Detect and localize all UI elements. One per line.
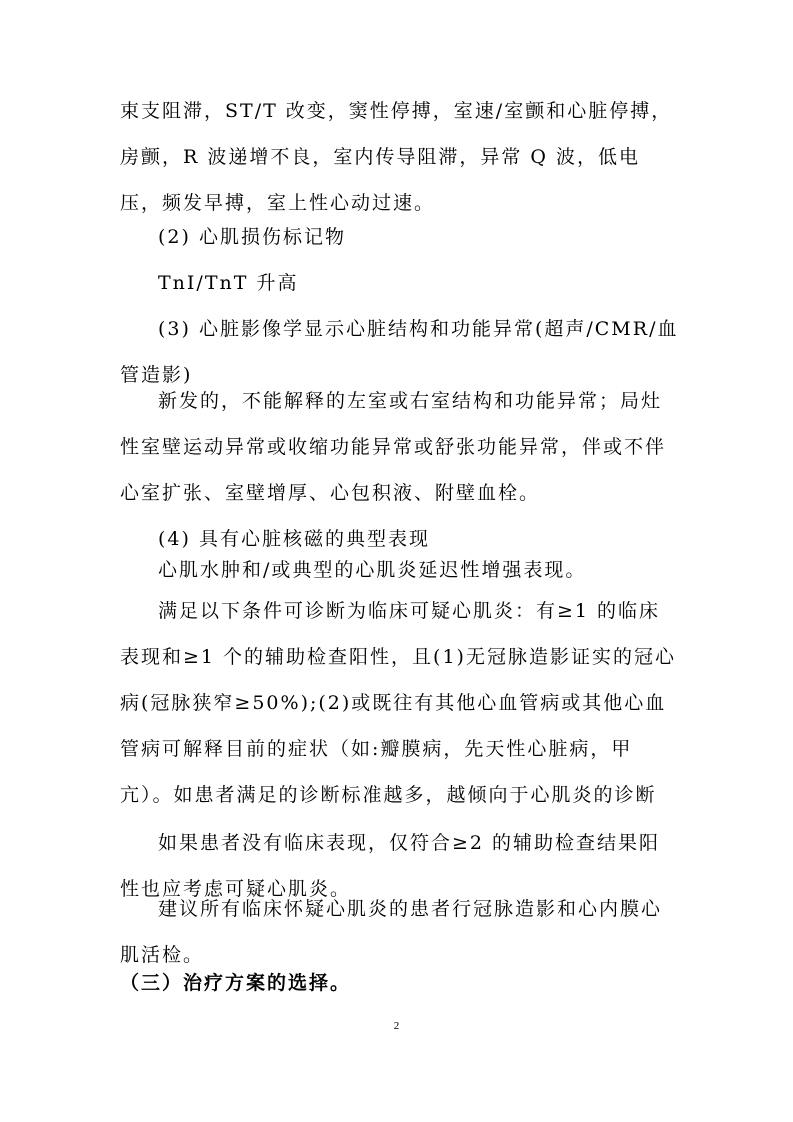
page-number: 2 [393, 1020, 400, 1032]
section-heading-treatment: （三）治疗方案的选择。 [120, 972, 352, 994]
paragraph-ecg-findings: 束支阻滞，ST/T 改变，窦性停搏，室速/室颤和心脏停搏，房颤，R 波递增不良，室内传导阻滞，异常 Q 波，低电压，频发早搏，室上性心动过速。 [120, 100, 673, 214]
paragraph-tn-elevated: TnI/TnT 升高 [158, 272, 299, 294]
paragraph-heading-myocardial-markers: (2) 心肌损伤标记物 [158, 226, 346, 248]
paragraph-diagnosis-criteria: 满足以下条件可诊断为临床可疑心肌炎：有≥1 的临床表现和≥1 个的辅助检查阳性，且(1)无冠脉造影证实的冠心病(冠脉狭窄≥50%);(2)或既往有其他心血管病或其他心血管病可解释目前的症状（如:瓣膜病，先天性心脏病，甲亢）。如患者满足的诊断标准越多，越倾向于心肌炎的诊断 [120, 600, 676, 806]
paragraph-cmr-findings: 心肌水肿和/或典型的心肌炎延迟性增强表现。 [158, 559, 587, 581]
paragraph-recommendation: 建议所有临床怀疑心肌炎的患者行冠脉造影和心内膜心肌活检。 [120, 898, 663, 966]
paragraph-heading-imaging: (3) 心脏影像学显示心脏结构和功能异常(超声/CMR/血管造影) [120, 318, 679, 386]
paragraph-heading-cmr: (4) 具有心脏核磁的典型表现 [158, 528, 430, 550]
paragraph-imaging-findings: 新发的，不能解释的左室或右室结构和功能异常；局灶性室壁运动异常或收缩功能异常或舒张功能异常，伴或不伴心室扩张、室壁增厚、心包积液、附壁血栓。 [120, 390, 667, 504]
paragraph-no-clinical-signs: 如果患者没有临床表现，仅符合≥2 的辅助检查结果阳性也应考虑可疑心肌炎。 [120, 832, 661, 900]
